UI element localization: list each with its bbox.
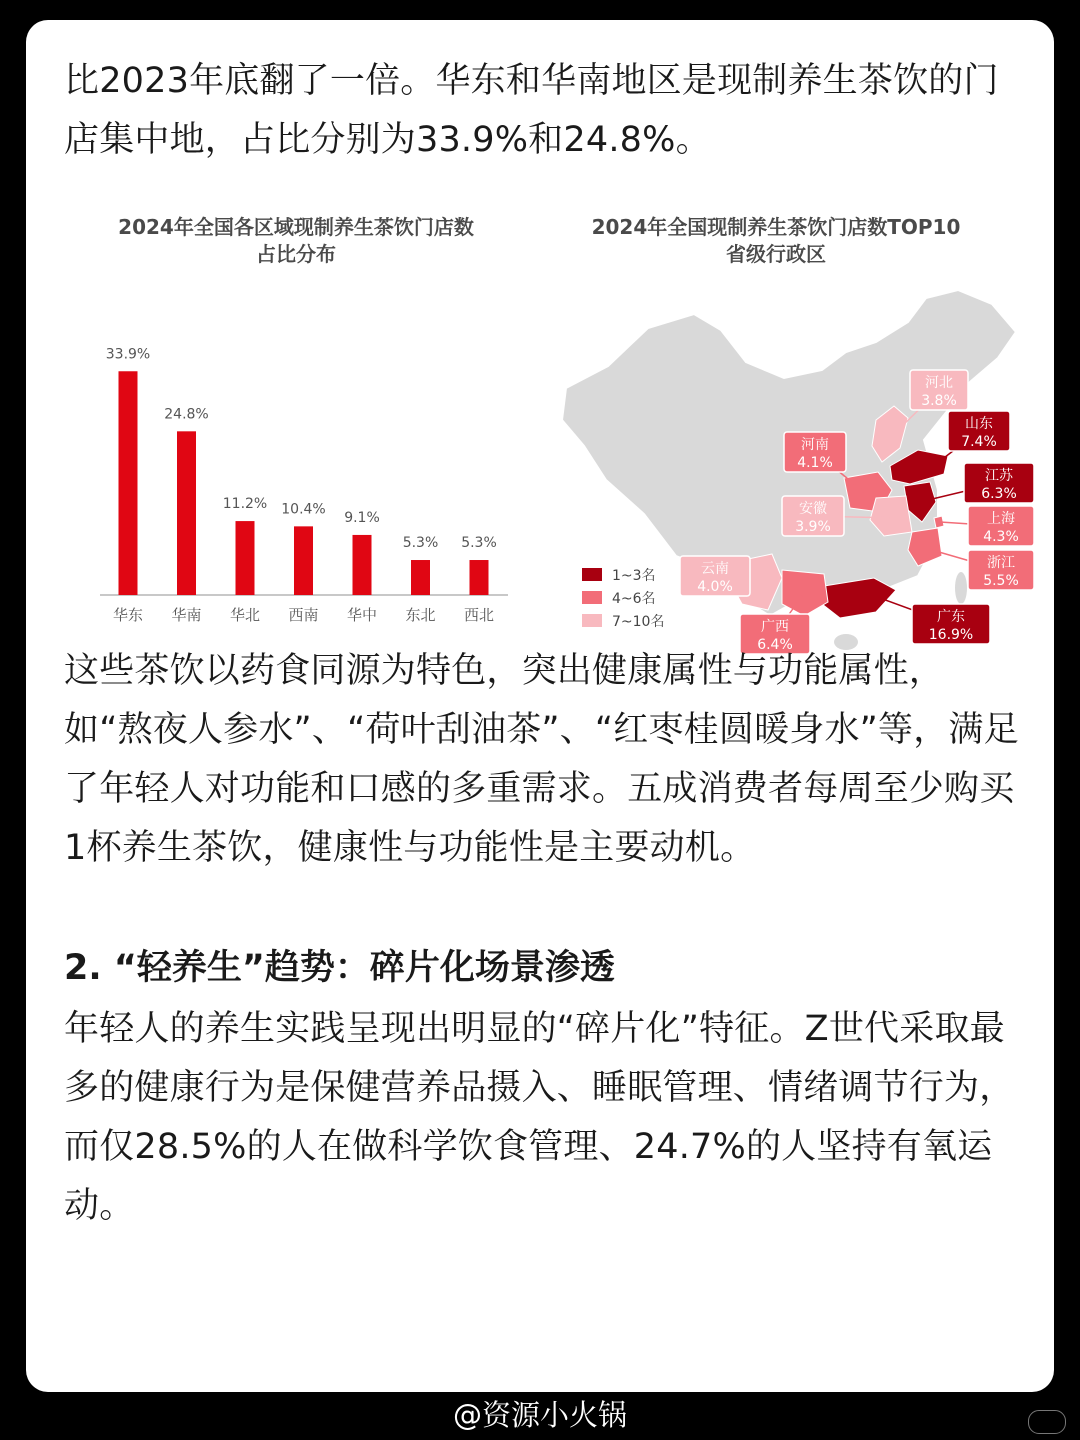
author-watermark: @资源小火锅 bbox=[452, 1398, 627, 1432]
province-value-label: 5.5% bbox=[983, 573, 1019, 589]
paragraph-1: 比2023年底翻了一倍。华东和华南地区是现制养生茶饮的门店集中地，占比分别为33.9%和24.8%。 bbox=[64, 61, 999, 160]
paragraph-2: 这些茶饮以药食同源为特色，突出健康属性与功能属性，如“熬夜人参水”、“荷叶刮油茶”、“红枣桂圆暖身水”等，满足了年轻人对功能和口感的多重需求。五成消费者每周至少购买1杯养生茶饮，健康性与功能性是主要动机。 bbox=[64, 651, 1019, 868]
province-value-label: 6.4% bbox=[757, 637, 793, 653]
province-name-label: 云南 bbox=[701, 561, 729, 577]
bar bbox=[411, 560, 430, 595]
legend-label: 4~6名 bbox=[612, 591, 656, 607]
legend-label: 7~10名 bbox=[612, 614, 665, 630]
bar-value-label: 10.4% bbox=[281, 501, 326, 518]
taiwan-island bbox=[955, 572, 967, 604]
legend-label: 1~3名 bbox=[612, 568, 656, 584]
bar bbox=[119, 371, 138, 595]
bar bbox=[470, 560, 489, 595]
bar-chart bbox=[66, 300, 506, 624]
category-tick-label: 华东 bbox=[112, 606, 144, 624]
province-name-label: 广东 bbox=[937, 609, 965, 625]
bar-chart-title-line2: 占比分布 bbox=[256, 242, 336, 266]
province-name-label: 河南 bbox=[801, 437, 829, 453]
corner-logo bbox=[1028, 1410, 1066, 1434]
bar bbox=[236, 521, 255, 595]
province-name-label: 安徽 bbox=[799, 501, 827, 517]
province-value-label: 4.0% bbox=[697, 579, 733, 595]
province-name-label: 上海 bbox=[987, 511, 1015, 527]
category-tick-label: 东北 bbox=[405, 606, 436, 624]
bar bbox=[353, 535, 372, 595]
content-card bbox=[26, 20, 1054, 1392]
bar-value-label: 5.3% bbox=[461, 535, 497, 552]
section-heading: 2. “轻养生”趋势：碎片化场景渗透 bbox=[64, 948, 615, 988]
province-value-label: 3.9% bbox=[795, 519, 831, 535]
province-value-label: 4.1% bbox=[797, 455, 833, 471]
paragraph-3: 年轻人的养生实践呈现出明显的“碎片化”特征。Z世代采取最多的健康行为是保健营养品摄入、睡眠管理、情绪调节行为，而仅28.5%的人在做科学饮食管理、24.7%的人坚持有氧运动。 bbox=[64, 1009, 1015, 1226]
bar-value-label: 24.8% bbox=[164, 406, 209, 423]
bar-value-label: 9.1% bbox=[344, 509, 380, 526]
china-map-chart bbox=[546, 270, 1026, 653]
province-value-label: 3.8% bbox=[921, 393, 957, 409]
legend-swatch bbox=[582, 568, 602, 581]
map-chart-title bbox=[566, 214, 986, 268]
category-tick-label: 华南 bbox=[171, 606, 202, 624]
province-name-label: 广西 bbox=[761, 619, 789, 635]
bar-value-label: 33.9% bbox=[105, 346, 151, 363]
map-chart-title-line1: 2024年全国现制养生茶饮门店数TOP10 bbox=[591, 215, 961, 239]
category-tick-label: 华中 bbox=[346, 606, 378, 624]
category-tick-label: 西北 bbox=[463, 606, 495, 624]
province-name-label: 浙江 bbox=[987, 555, 1015, 571]
province-shape bbox=[782, 570, 828, 616]
bar-value-label: 11.2% bbox=[222, 496, 268, 513]
province-value-label: 7.4% bbox=[961, 434, 997, 450]
bar bbox=[177, 431, 196, 595]
province-name-label: 江苏 bbox=[985, 468, 1013, 484]
map-chart-title-line2: 省级行政区 bbox=[726, 242, 826, 266]
bar-chart-title bbox=[86, 214, 506, 268]
province-value-label: 4.3% bbox=[983, 529, 1019, 545]
bar-chart-title-line1: 2024年全国各区域现制养生茶饮门店数 bbox=[118, 215, 474, 239]
category-tick-label: 西南 bbox=[288, 606, 319, 624]
province-name-label: 河北 bbox=[925, 375, 953, 391]
bar bbox=[294, 526, 313, 595]
legend-swatch bbox=[582, 614, 602, 627]
province-value-label: 6.3% bbox=[981, 486, 1017, 502]
bar-value-label: 5.3% bbox=[402, 535, 439, 552]
category-tick-label: 华北 bbox=[229, 606, 261, 624]
province-name-label: 山东 bbox=[965, 416, 993, 432]
legend-swatch bbox=[582, 591, 602, 604]
province-value-label: 16.9% bbox=[928, 627, 974, 643]
